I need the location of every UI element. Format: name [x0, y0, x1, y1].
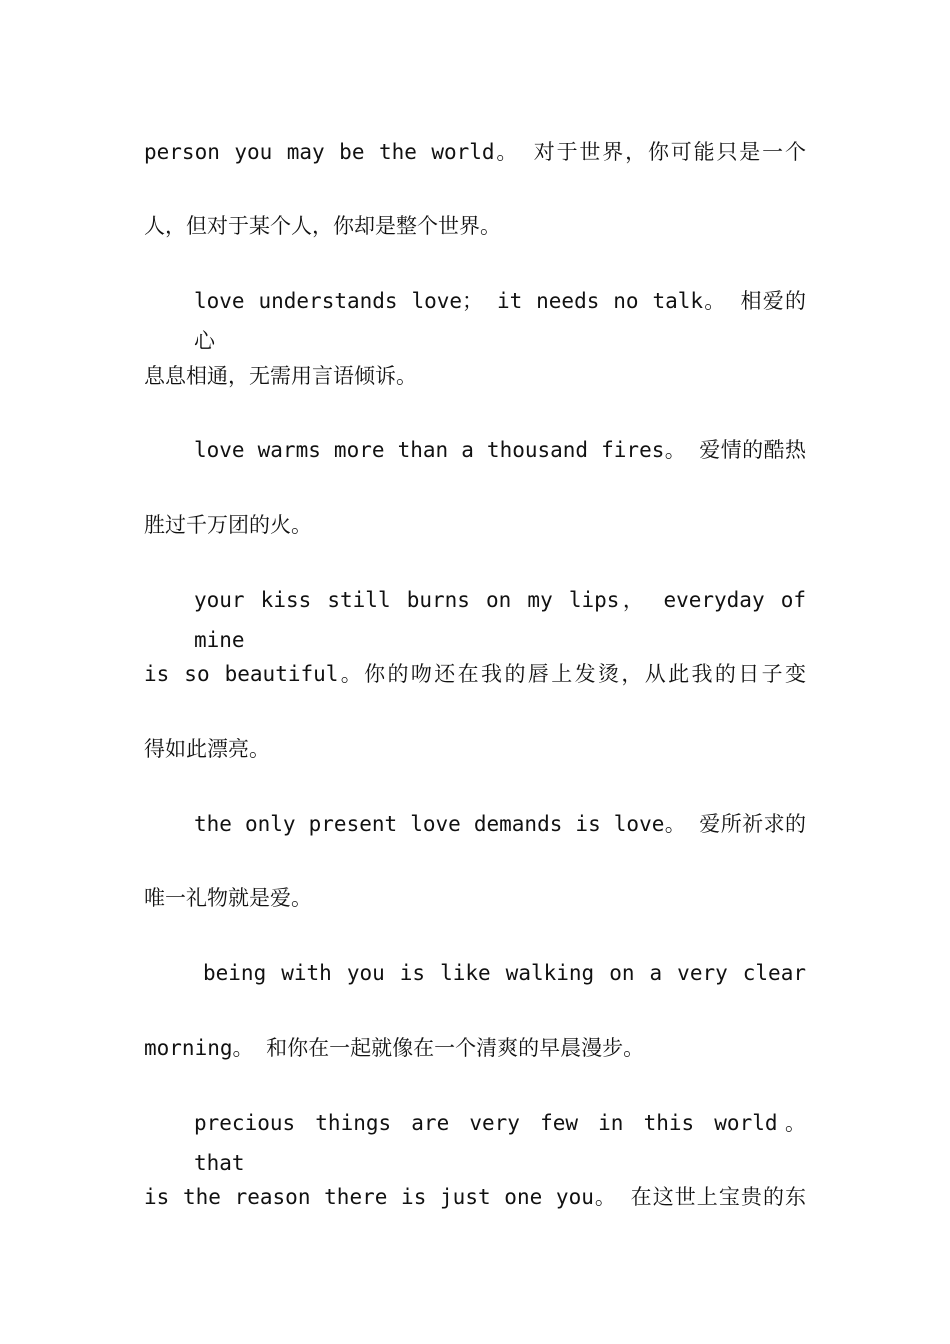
text-line-3: love understands love； it needs no talk。 相爱的心 [194, 289, 806, 353]
text-line-11: 唯一礼物就是爱。 [144, 886, 312, 910]
text-line-4: 息息相通，无需用言语倾诉。 [144, 364, 417, 388]
text-line-7: your kiss still burns on my lips， everyday of mine [194, 588, 806, 652]
text-line-8: is so beautiful。你的吻还在我的唇上发烫，从此我的日子变 [144, 662, 806, 686]
text-line-5: love warms more than a thousand fires。 爱情的酷热 [194, 438, 806, 462]
text-line-14: precious things are very few in this world。 that [194, 1111, 806, 1175]
text-line-1: person you may be the world。 对于世界，你可能只是一个 [144, 140, 806, 164]
text-line-13: morning。 和你在一起就像在一个清爽的早晨漫步。 [144, 1036, 645, 1060]
text-line-9: 得如此漂亮。 [144, 737, 270, 761]
text-line-6: 胜过千万团的火。 [144, 513, 312, 537]
text-line-2: 人，但对于某个人，你却是整个世界。 [144, 214, 501, 238]
text-line-10: the only present love demands is love。 爱所祈求的 [194, 812, 806, 836]
text-line-12: being with you is like walking on a very clear [203, 961, 806, 985]
text-line-15: is the reason there is just one you。 在这世上宝贵的东 [144, 1185, 806, 1209]
